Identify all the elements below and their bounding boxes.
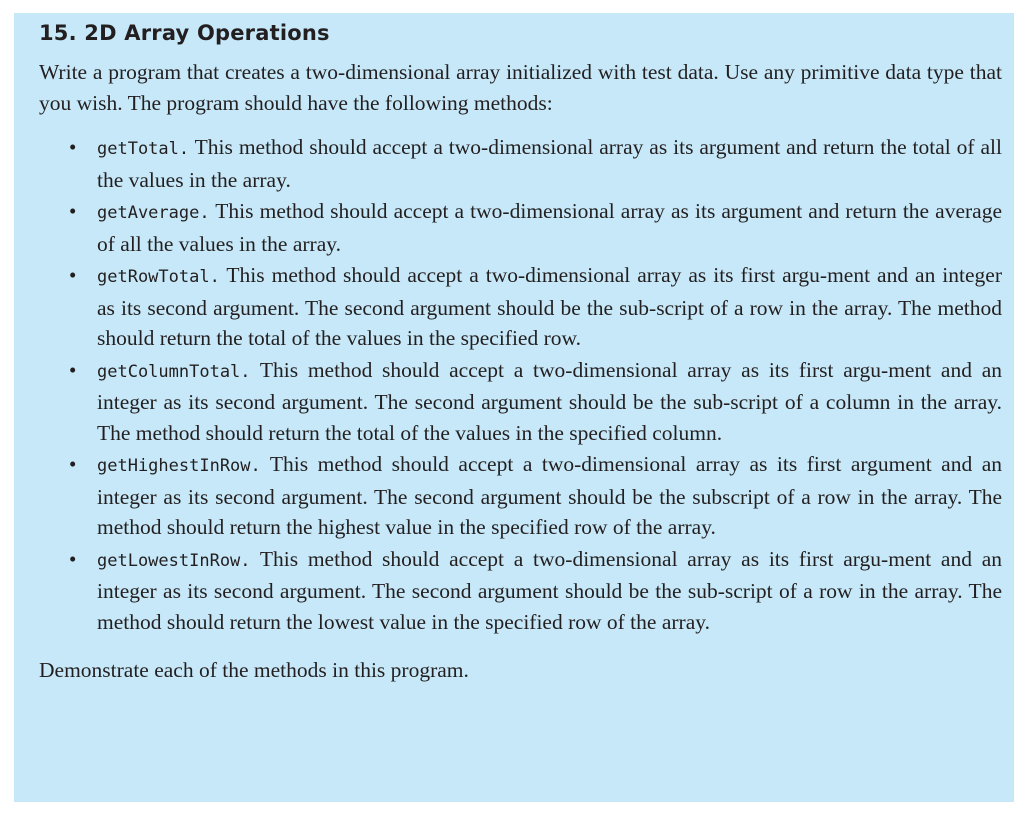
bullet-icon: •: [69, 263, 77, 287]
method-name: getAverage.: [97, 203, 210, 223]
method-name: getTotal.: [97, 139, 190, 159]
method-description: This method should accept a two-dimensional array as its first argu-ment and an integer as its second argument. The second argument should be the sub-script of a row in the array. The method should return the total of the values in the specified row.: [97, 263, 1002, 350]
method-item: [39, 260, 1002, 354]
method-description: This method should accept a two-dimensional array as its first argu-ment and an integer as its second argument. The second argument should be the sub-script of a row in the array. The method should return the lowest value in the specified row of the array.: [97, 546, 1002, 634]
method-description: This method should accept a two-dimensional array as its argument and return the average of all the values in the array.: [97, 199, 1002, 256]
method-description: This method should accept a two-dimensional array as its first argument and an integer as its second argument. The second argument should be the subscript of a row in the array. The method should return the highest value in the specified row of the array.: [97, 452, 1002, 539]
bullet-icon: •: [69, 452, 77, 476]
method-item: [39, 196, 1002, 259]
bullet-icon: •: [69, 199, 77, 223]
bullet-icon: •: [69, 357, 77, 382]
method-description: This method should accept a two-dimensional array as its first argu-ment and an integer as its second argument. The second argument should be the sub-script of a column in the array. The method should return the total of the values in the specified column.: [97, 357, 1002, 445]
method-item: [39, 355, 1002, 449]
method-description: This method should accept a two-dimensional array as its argument and return the total of all the values in the array.: [97, 135, 1002, 192]
bullet-icon: •: [69, 546, 77, 571]
exercise-intro: Write a program that creates a two-dimensional array initialized with test data. Use any primitive data type that you wish. The program should have the following methods:: [39, 60, 1002, 115]
method-name: getColumnTotal.: [97, 361, 251, 382]
exercise-panel: [14, 13, 1014, 802]
method-list: [39, 132, 1002, 637]
method-name: getRowTotal.: [97, 267, 220, 287]
method-item: [39, 132, 1002, 195]
method-name: getLowestInRow.: [97, 550, 251, 571]
method-item: [39, 449, 1002, 543]
exercise-outro: Demonstrate each of the methods in this program.: [39, 658, 469, 682]
method-item: [39, 544, 1002, 638]
bullet-icon: •: [69, 135, 77, 159]
exercise-heading: 15. 2D Array Operations: [39, 21, 330, 45]
method-name: getHighestInRow.: [97, 456, 261, 476]
